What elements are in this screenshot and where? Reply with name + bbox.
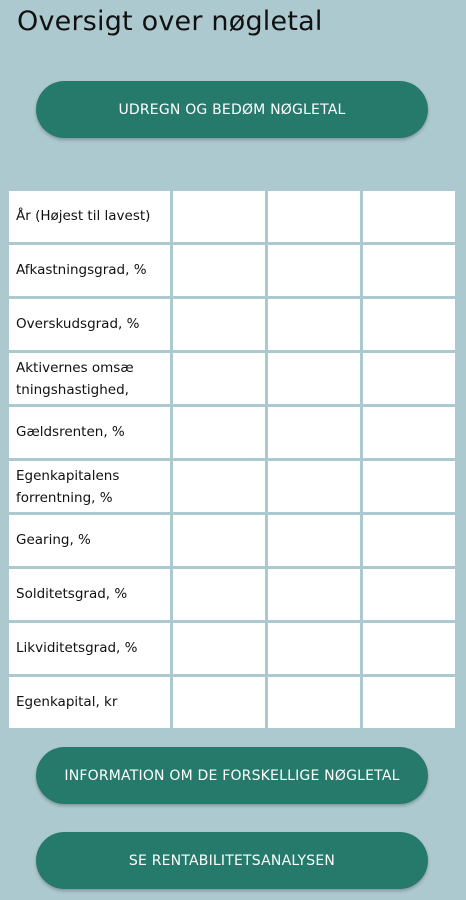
row-label-gearing: Gearing, % [9, 515, 170, 566]
table-cell[interactable] [173, 245, 265, 296]
row-label-egenkapital: Egenkapital, kr [9, 677, 170, 728]
table-cell[interactable] [173, 407, 265, 458]
table-cell[interactable] [363, 623, 455, 674]
row-label-soliditetsgrad: Solditetsgrad, % [9, 569, 170, 620]
page-title: Oversigt over nøgletal [17, 6, 323, 37]
table-cell[interactable] [363, 569, 455, 620]
table-cell[interactable] [363, 461, 455, 512]
table-cell[interactable] [268, 353, 360, 404]
table-cell[interactable] [173, 461, 265, 512]
row-label-year: År (Højest til lavest) [9, 191, 170, 242]
table-cell[interactable] [363, 191, 455, 242]
table-cell[interactable] [363, 407, 455, 458]
information-button[interactable]: INFORMATION OM DE FORSKELLIGE NØGLETAL [36, 747, 428, 804]
table-cell[interactable] [268, 623, 360, 674]
row-label-egenkapitalens-forrentning: Egenkapitalens forrentning, % [9, 461, 170, 512]
table-cell[interactable] [268, 569, 360, 620]
table-cell[interactable] [173, 299, 265, 350]
table-cell[interactable] [268, 461, 360, 512]
table-cell[interactable] [268, 245, 360, 296]
row-label-afkastningsgrad: Afkastningsgrad, % [9, 245, 170, 296]
table-cell[interactable] [363, 299, 455, 350]
table-cell[interactable] [173, 677, 265, 728]
table-cell[interactable] [268, 191, 360, 242]
table-cell[interactable] [268, 515, 360, 566]
rentability-analysis-button[interactable]: SE RENTABILITETSANALYSEN [36, 832, 428, 889]
table-cell[interactable] [268, 407, 360, 458]
row-label-overskudsgrad: Overskudsgrad, % [9, 299, 170, 350]
table-cell[interactable] [173, 515, 265, 566]
row-label-aktivernes-omsaetning: Aktivernes omsæ tningshastighed, [9, 353, 170, 404]
table-cell[interactable] [173, 569, 265, 620]
calculate-button[interactable]: UDREGN OG BEDØM NØGLETAL [36, 81, 428, 138]
row-label-likviditetsgrad: Likviditetsgrad, % [9, 623, 170, 674]
table-cell[interactable] [363, 353, 455, 404]
table-cell[interactable] [173, 191, 265, 242]
table-cell[interactable] [173, 623, 265, 674]
table-cell[interactable] [173, 353, 265, 404]
table-cell[interactable] [363, 515, 455, 566]
key-figures-table [9, 191, 455, 728]
row-label-gaeldsrenten: Gældsrenten, % [9, 407, 170, 458]
table-cell[interactable] [363, 245, 455, 296]
table-cell[interactable] [363, 677, 455, 728]
table-cell[interactable] [268, 677, 360, 728]
table-cell[interactable] [268, 299, 360, 350]
